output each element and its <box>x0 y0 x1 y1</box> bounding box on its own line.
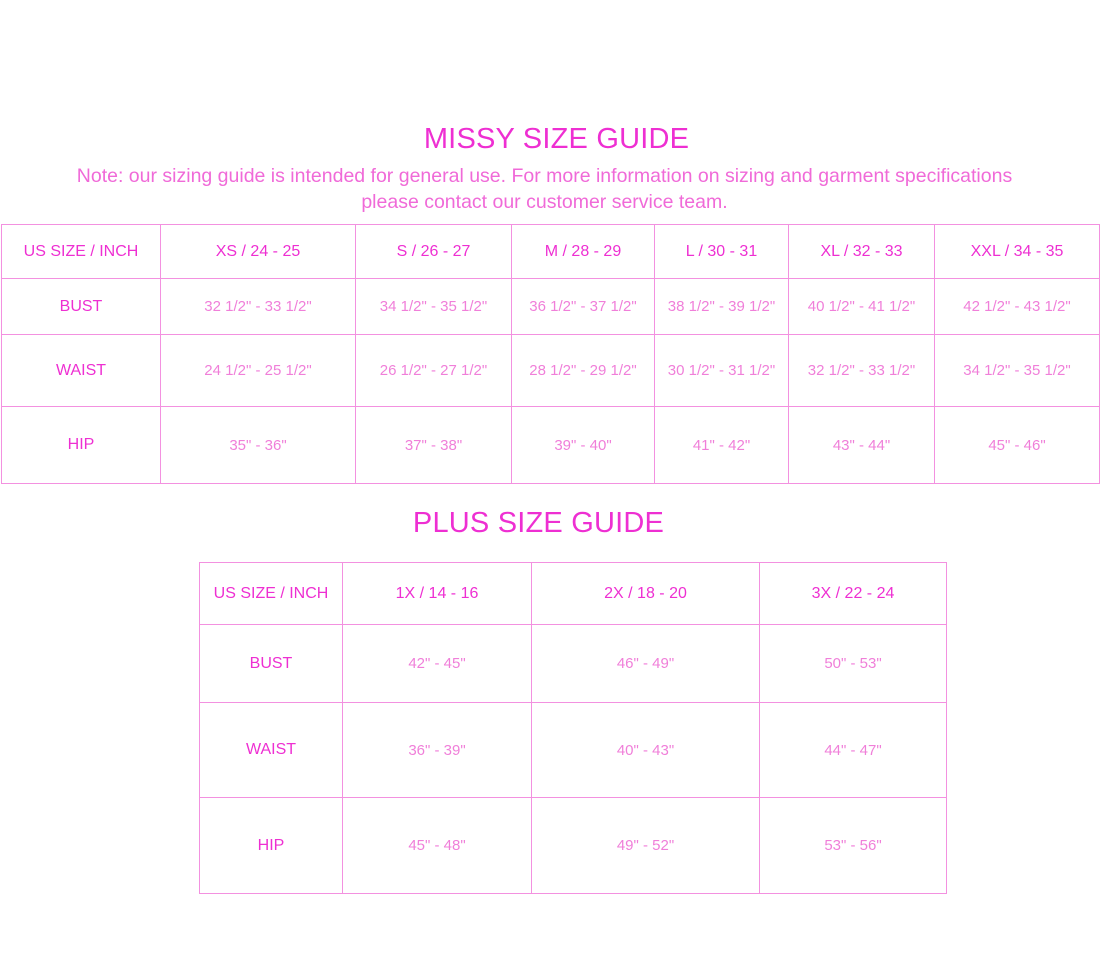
sizing-note-line-1: Note: our sizing guide is intended for general use. For more information on sizing and garment specifications <box>76 165 1013 187</box>
value-cell: 30 1/2" - 31 1/2" <box>655 335 789 407</box>
value-cell: 45" - 46" <box>935 407 1100 484</box>
row-label: BUST <box>2 279 161 335</box>
value-cell: 42 1/2" - 43 1/2" <box>935 279 1100 335</box>
value-cell: 50" - 53" <box>760 625 947 703</box>
row-label: HIP <box>200 798 343 894</box>
value-cell: 53" - 56" <box>760 798 947 894</box>
sizing-note-line-2: please contact our customer service team. <box>361 191 728 213</box>
table-row <box>2 279 1100 335</box>
row-label: WAIST <box>2 335 161 407</box>
value-cell: 37" - 38" <box>356 407 512 484</box>
value-cell: 24 1/2" - 25 1/2" <box>161 335 356 407</box>
table-row <box>200 625 947 703</box>
value-cell: 26 1/2" - 27 1/2" <box>356 335 512 407</box>
value-cell: 34 1/2" - 35 1/2" <box>356 279 512 335</box>
row-label: WAIST <box>200 703 343 798</box>
row-label: HIP <box>2 407 161 484</box>
missy-size-guide-title: MISSY SIZE GUIDE <box>423 123 690 155</box>
header-cell: S / 26 - 27 <box>356 225 512 279</box>
header-cell: XS / 24 - 25 <box>161 225 356 279</box>
value-cell: 36 1/2" - 37 1/2" <box>512 279 655 335</box>
header-cell: 3X / 22 - 24 <box>760 563 947 625</box>
missy-size-table <box>1 224 1100 484</box>
table-row <box>2 335 1100 407</box>
value-cell: 36" - 39" <box>343 703 532 798</box>
value-cell: 39" - 40" <box>512 407 655 484</box>
value-cell: 49" - 52" <box>532 798 760 894</box>
header-cell: XL / 32 - 33 <box>789 225 935 279</box>
value-cell: 40" - 43" <box>532 703 760 798</box>
value-cell: 43" - 44" <box>789 407 935 484</box>
plus-size-table <box>199 562 947 894</box>
plus-size-guide-title: PLUS SIZE GUIDE <box>412 507 665 539</box>
header-cell: US SIZE / INCH <box>200 563 343 625</box>
header-cell: US SIZE / INCH <box>2 225 161 279</box>
table-row <box>200 703 947 798</box>
value-cell: 41" - 42" <box>655 407 789 484</box>
header-cell: M / 28 - 29 <box>512 225 655 279</box>
header-cell: 2X / 18 - 20 <box>532 563 760 625</box>
header-cell: L / 30 - 31 <box>655 225 789 279</box>
value-cell: 32 1/2" - 33 1/2" <box>789 335 935 407</box>
table-row <box>200 798 947 894</box>
value-cell: 32 1/2" - 33 1/2" <box>161 279 356 335</box>
table-header-row <box>2 225 1100 279</box>
value-cell: 42" - 45" <box>343 625 532 703</box>
table-header-row <box>200 563 947 625</box>
value-cell: 28 1/2" - 29 1/2" <box>512 335 655 407</box>
value-cell: 45" - 48" <box>343 798 532 894</box>
table-row <box>2 407 1100 484</box>
value-cell: 44" - 47" <box>760 703 947 798</box>
value-cell: 35" - 36" <box>161 407 356 484</box>
value-cell: 46" - 49" <box>532 625 760 703</box>
header-cell: 1X / 14 - 16 <box>343 563 532 625</box>
row-label: BUST <box>200 625 343 703</box>
value-cell: 40 1/2" - 41 1/2" <box>789 279 935 335</box>
header-cell: XXL / 34 - 35 <box>935 225 1100 279</box>
value-cell: 38 1/2" - 39 1/2" <box>655 279 789 335</box>
value-cell: 34 1/2" - 35 1/2" <box>935 335 1100 407</box>
